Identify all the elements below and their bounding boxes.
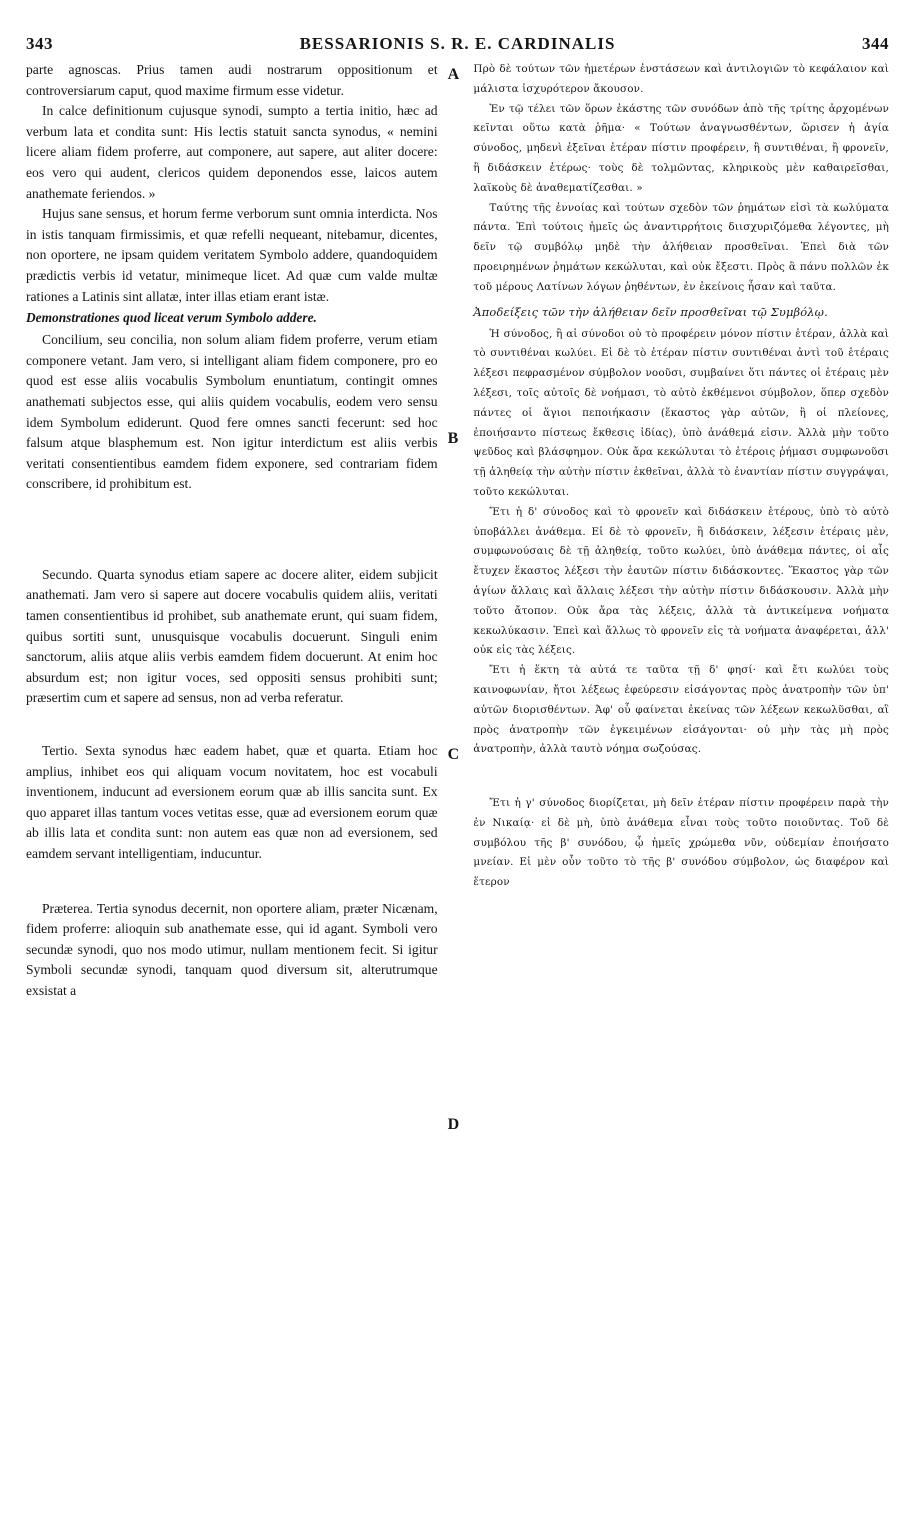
latin-paragraph-6: Tertio. Sexta synodus hæc eadem habet, quæ et quarta. Etiam hoc amplius, inhibet eos qui aliquam vocum novitatem, hoc est vocabuli inventionem, inducunt ad eversionem eorum quæ ab illis sancita sunt. Ex quo apparet illas tantum voces vetitas esse, quæ ad eversionem eorum quæ ab illis lata et condita sunt: non autem eas quæ non ad eversionem, sed eamdem servant intelligentiam, inducuntur. — [26, 743, 438, 861]
greek-section-heading: Ἀποδείξεις τῶν τὴν ἀλήθειαν δεῖν προσθεῖναι τῷ Συμβόλῳ. — [473, 304, 828, 319]
latin-paragraph-2: In calce definitionum cujusque synodi, sumpto a tertia initio, hæc ad verbum lata et condita sunt: His lectis statuit sancta synodus, « nemini licere aliam fidem proferre, aut componere, aut sapere, aut aliter docere: eos vero qui audent, clericos quidem deponendos esse, laicos autem anathemate feriendos. » — [26, 103, 438, 201]
page-number-right: 344 — [862, 34, 889, 53]
running-title: BESSARIONIS S. R. E. CARDINALIS — [299, 34, 616, 53]
latin-column — [26, 60, 446, 1002]
section-letter-c: C — [447, 746, 460, 763]
greek-paragraph-4: Ἡ σύνοδος, ἢ αἱ σύνοδοι οὐ τὸ προφέρειν μόνον πίστιν ἑτέραν, ἀλλὰ καὶ τὸ συντιθέναι κωλύει. Εἰ δὲ τὸ ἑτέραν πίστιν συντιθέναι ἀντὶ τοῦ ἑτέραις λέξεσι πεφρασμένον σύμβολον νοοῦσι, συμβαίνει ὅτι πάντες οἱ ἑτέραις μὲν λέξεσι, τοῖς αὐτοῖς δὲ νοήμασι, τὸ αὐτὸ ἐκθέμενοι σύμβολον, ὅπερ σχεδὸν πάντες οἱ ἅγιοι πεποιήκασιν (ἕκαστος γὰρ αὐτῶν, ἢ οἱ πλείονες, ἐποιήσαντο πίστεως ἔκθεσις ἰδίας), ὑπὸ ἀνάθεμά εἰσιν. Ἀλλὰ μὴν τοῦτο ψεῦδος καὶ βλάσφημον. Οὐκ ἄρα κεκώλυται τὸ ἑτέροις ῥήμασι συμφωνοῦσι τῇ ἀληθείᾳ τὴν αὐτὴν πίστιν ἐκθεῖναι, ἀλλὰ τὸ ἐναντίαν πίστιν συγγράψαι, τοῦτο κεκώλυται. — [473, 327, 889, 498]
greek-paragraph-2: Ἐν τῷ τέλει τῶν ὅρων ἑκάστης τῶν συνόδων ἀπὸ τῆς τρίτης ἀρχομένων κεῖνται οὕτω κατὰ ῥῆμα· « Τούτων ἀναγνωσθέντων, ὥρισεν ἡ ἁγία σύνοδος, μηδενὶ ἐξεῖναι ἑτέραν πίστιν προφέρειν, ἢ συντιθέναι, ἢ φρονεῖν, ἢ διδάσκειν ἑτέρως· τοὺς δὲ τολμῶντας, κληρικοὺς μὲν καθαιρεῖσθαι, λαϊκοὺς δὲ ἀναθεματίζεσθαι. » — [473, 102, 889, 194]
margin-gutter — [446, 60, 464, 1133]
greek-paragraph-6: Ἔτι ἡ ἕκτη τὰ αὐτά τε ταῦτα τῇ δ' φησί· καὶ ἔτι κωλύει τοὺς καινοφωνίαν, ἤτοι λέξεως ἐφεύρεσιν εἰσάγοντας πρὸς ἀνατροπὴν τῶν ὑπ' αὐτῶν διορισθέντων. Ἀφ' οὗ φαίνεται ἐκείνας τῶν λέξεων κεκωλῦσθαι, αἳ πρὸς ἀνατροπὴν τῶν ἐγκειμένων εἰσάγονται· οὐ μὴν τὰς μὴ πρὸς ἀνατροπὴν, ἀλλὰ ταυτὸ νόημα σωζούσας. — [473, 664, 889, 756]
latin-paragraph-1: parte agnoscas. Prius tamen audi nostrarum oppositionum et controversiarum caput, quod maxime firmum esse videtur. — [26, 62, 438, 98]
section-letter-d: D — [447, 1116, 460, 1133]
greek-paragraph-5: Ἔτι ἡ δ' σύνοδος καὶ τὸ φρονεῖν καὶ διδάσκειν ἑτέρους, ὑπὸ τὸ αὐτὸ ὑποβάλλει ἀνάθεμα. Εἰ δὲ τὸ φρονεῖν, ἢ διδάσκειν, λέξεσιν ἑτέραις μὲν, συμφωνούσαις δὲ τῇ ἀληθείᾳ, τοῦτο κωλύει, ὑπὸ ἀνάθεμα πάντες, οἱ αἷς ἔτυχεν ἕκαστος λέξεσι τὴν ἑαυτῶν πίστιν διδάσκοντες. Ἕκαστος γὰρ τῶν ἁγίων ἄλλαις καὶ ἄλλαις λέξεσι τὴν αὐτὴν πίστιν διδάσκουσιν. Ἀλλὰ μὴν τοῦτο ἄτοπον. Οὐκ ἄρα τὰς λέξεις, ἀλλὰ τὰ ἀντικείμενα νοήματα κεκωλύκασιν. Ἐπεὶ καὶ ἄλλως τὸ φρονεῖν εἰς τὰ νοήματα ἀναφέρεται, ἀλλ' οὐκ εἰς τὰς λέξεις. — [473, 505, 889, 657]
latin-paragraph-5: Secundo. Quarta synodus etiam sapere ac docere aliter, eidem subjicit anathemati. Jam vero si sapere aut docere vocabulis quidem aliis, veritati tamen consentientibus id prohibet, sub anathemate erunt, qui suam fidem, quibus sortiti sunt, unusquisque vocabulis docuerunt. Singuli enim sanctorum, aliis atque aliis verbis eamdem fidem docuerunt. At enim hoc absurdum est; non igitur voces, sed oppositi sensus prohibiti sunt; præsertim cum et sapere ad sensus, non ad verba referatur. — [26, 566, 438, 706]
running-head — [26, 34, 889, 56]
latin-paragraph-7: Præterea. Tertia synodus decernit, non oportere aliam, præter Nicænam, fidem proferre: alioquin sub anathemate esse, qui id agant. Symboli vero secundæ synodi, quo nos modo utimur, nullam mentionem fecit. Si igitur Symboli secundæ synodi, tanquam quod diversum sit, alterutrumque exsistat a — [26, 900, 438, 998]
text-columns — [26, 60, 889, 1133]
latin-section-heading: Demonstrationes quod liceat verum Symbolo addere. — [26, 310, 317, 326]
latin-paragraph-3: Hujus sane sensus, et horum ferme verborum sunt omnia interdicta. Nos in istis tanquam firmissimis, et quæ refelli nequeant, nitebamur, dicentes, non oportere, ne ipsam quidem veritatem Symbolo addere, quandoquidem prædictis verbis id vetatur, minimeque licet. Ad quæ cum valde multæ rationes a Latinis sint allatæ, inter illas etiam erant istæ. — [26, 206, 438, 304]
section-letter-a: A — [447, 66, 460, 83]
page-number-left: 343 — [26, 34, 53, 53]
greek-paragraph-1: Πρὸ δὲ τούτων τῶν ἡμετέρων ἐνστάσεων καὶ ἀντιλογιῶν τὸ κεφάλαιον καὶ μάλιστα ἰσχυρότερον ἄκουσον. — [473, 63, 889, 95]
greek-column — [463, 60, 889, 1002]
latin-paragraph-4: Concilium, seu concilia, non solum aliam fidem proferre, verum etiam componere vetant. Jam vero, si intelligant aliam fidem componere, pro eo quod est esse aliis vocabulis Symbolum enuntiatum, contingit omnes anathemati subjectos esse, qui aliis quidem vocabulis, eodem vero sensu idem Symbolum ediderunt. Quod fere omnes sancti fecerunt: sed hoc falsum atque blasphemum est. Non igitur interdictum est aliis verbis veritati consentientibus eamdem fidem exponere, sed contrariam fidem conscribere, id prohibitum est. — [26, 332, 438, 492]
greek-paragraph-7: Ἔτι ἡ γ' σύνοδος διορίζεται, μὴ δεῖν ἑτέραν πίστιν προφέρειν παρὰ τὴν ἐν Νικαίᾳ· εἰ δὲ μὴ, ὑπὸ ἀνάθεμα εἶναι τοὺς τοῦτο ποιοῦντας. Τοῦ δὲ συμβόλου τῆς β' συνόδου, ᾧ ἡμεῖς χρώμεθα νῦν, οὐδεμίαν ἐποιήσατο μνείαν. Εἰ μὲν οὖν τοῦτο τὸ τῆς β' συνόδου σύμβολον, ὡς διαφέρον καὶ ἕτερον — [473, 797, 889, 889]
greek-paragraph-3: Ταύτης τῆς ἐννοίας καὶ τούτων σχεδὸν τῶν ῥημάτων εἰσὶ τὰ κωλύματα πάντα. Ἐπὶ τούτοις ἡμεῖς ὡς ἀναντιρρήτοις διισχυριζόμεθα λέγοντες, μὴ δεῖν τῷ συμβόλῳ μηδὲ τὴν ἀλήθειαν προσθεῖναι. Ἐπεὶ διὰ τῶν προειρημένων ῥημάτων κεκώλυται, καὶ οὐκ ἔξεστι. Πρὸς ἃ πάνυ πολλῶν ἐκ τοῦ μέρους Λατίνων λόγων ῥηθέντων, ἐν ἐκείνοις ἦσαν καὶ ταῦτα. — [473, 201, 889, 293]
section-letter-b: B — [447, 430, 459, 447]
